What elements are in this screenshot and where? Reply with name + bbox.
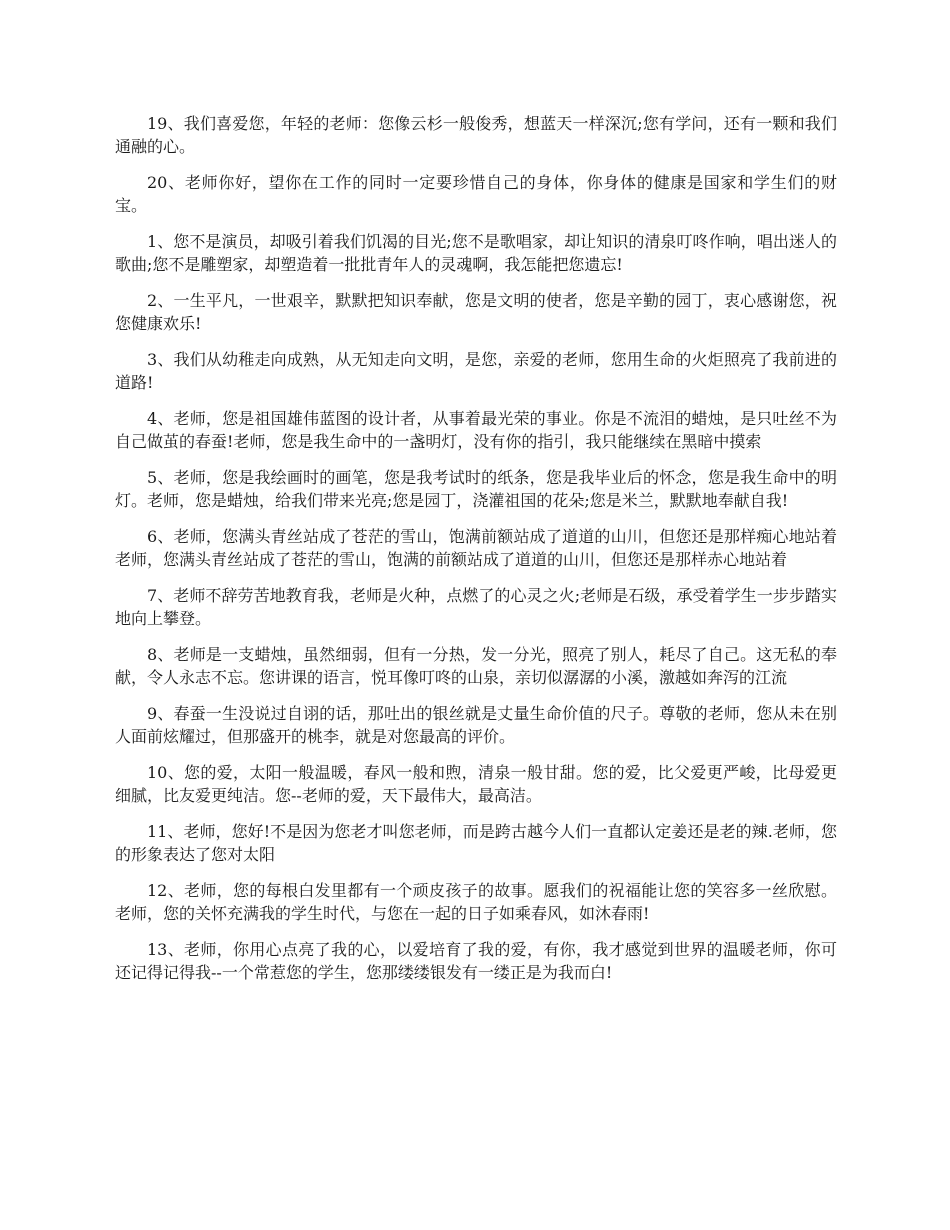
paragraph-7: 7、老师不辞劳苦地教育我，老师是火种，点燃了的心灵之火;老师是石级，承受着学生一步步踏实地向上攀登。 (115, 586, 837, 628)
paragraph-3: 3、我们从幼稚走向成熟，从无知走向文明，是您，亲爱的老师，您用生命的火炬照亮了我前进的道路! (115, 350, 837, 392)
paragraph-4: 4、老师，您是祖国雄伟蓝图的设计者，从事着最光荣的事业。你是不流泪的蜡烛，是只吐丝不为自己做茧的春蚕!老师，您是我生命中的一盏明灯，没有你的指引，我只能继续在黑暗中摸索 (115, 409, 837, 451)
paragraph-5: 5、老师，您是我绘画时的画笔，您是我考试时的纸条，您是我毕业后的怀念，您是我生命中的明灯。老师，您是蜡烛，给我们带来光亮;您是园丁，浇灌祖国的花朵;您是米兰，默默地奉献自我! (115, 468, 837, 510)
paragraph-8: 8、老师是一支蜡烛，虽然细弱，但有一分热，发一分光，照亮了别人，耗尽了自己。这无私的奉献，令人永志不忘。您讲课的语言，悦耳像叮咚的山泉，亲切似潺潺的小溪，激越如奔泻的江流 (115, 645, 837, 687)
paragraph-2: 2、一生平凡，一世艰辛，默默把知识奉献，您是文明的使者，您是辛勤的园丁，衷心感谢您，祝您健康欢乐! (115, 291, 837, 333)
paragraph-12: 12、老师，您的每根白发里都有一个顽皮孩子的故事。愿我们的祝福能让您的笑容多一丝欣慰。老师，您的关怀充满我的学生时代，与您在一起的日子如乘春风，如沐春雨! (115, 881, 837, 923)
paragraph-1: 1、您不是演员，却吸引着我们饥渴的目光;您不是歌唱家，却让知识的清泉叮咚作响，唱出迷人的歌曲;您不是雕塑家，却塑造着一批批青年人的灵魂啊，我怎能把您遗忘! (115, 232, 837, 274)
paragraph-11: 11、老师，您好!不是因为您老才叫您老师，而是跨古越今人们一直都认定姜还是老的辣.老师，您的形象表达了您对太阳 (115, 822, 837, 864)
paragraph-20: 20、老师你好，望你在工作的同时一定要珍惜自己的身体，你身体的健康是国家和学生们的财宝。 (115, 173, 837, 215)
paragraph-13: 13、老师，你用心点亮了我的心，以爱培育了我的爱，有你，我才感觉到世界的温暖老师，你可还记得记得我--一个常惹您的学生，您那缕缕银发有一缕正是为我而白! (115, 940, 837, 982)
paragraph-6: 6、老师，您满头青丝站成了苍茫的雪山，饱满前额站成了道道的山川，但您还是那样痴心地站着老师，您满头青丝站成了苍茫的雪山，饱满的前额站成了道道的山川，但您还是那样赤心地站着 (115, 527, 837, 569)
document-body (115, 112, 837, 997)
paragraph-10: 10、您的爱，太阳一般温暖，春风一般和煦，清泉一般甘甜。您的爱，比父爱更严峻，比母爱更细腻，比友爱更纯洁。您--老师的爱，天下最伟大，最高洁。 (115, 763, 837, 805)
paragraph-9: 9、春蚕一生没说过自诩的话，那吐出的银丝就是丈量生命价值的尺子。尊敬的老师，您从未在别人面前炫耀过，但那盛开的桃李，就是对您最高的评价。 (115, 704, 837, 746)
paragraph-19: 19、我们喜爱您，年轻的老师：您像云杉一般俊秀，想蓝天一样深沉;您有学问，还有一颗和我们通融的心。 (115, 114, 837, 156)
